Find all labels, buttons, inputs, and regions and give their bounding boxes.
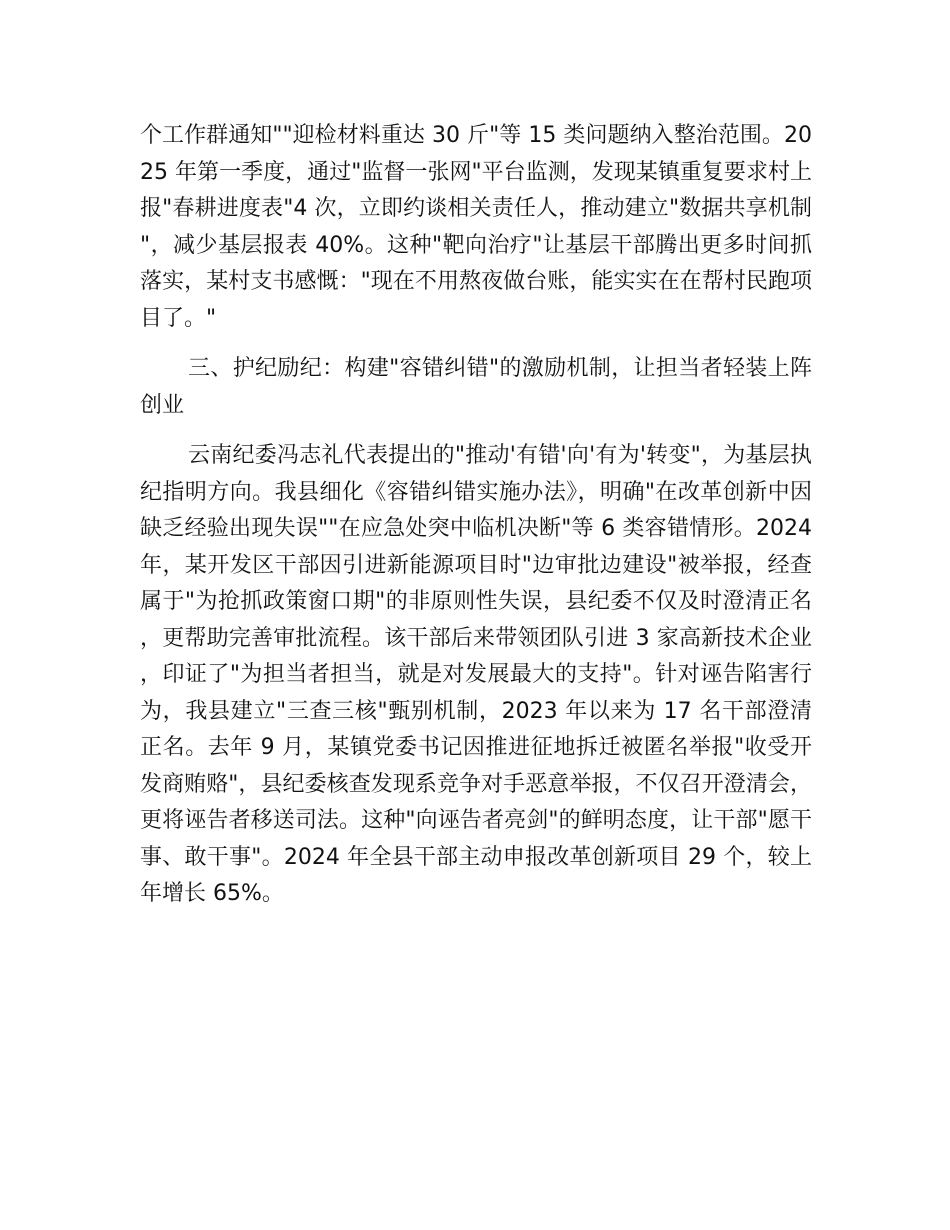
paragraph-body: 云南纪委冯志礼代表提出的"推动'有错'向'有为'转变"，为基层执纪指明方向。我县细化《容错纠错实施办法》，明确"在改革创新中因缺乏经验出现失误""在应急处突中临机决断"等 6 类容错情形。2024 年，某开发区干部因引进新能源项目时"边审批边建设"被举报，经查属于"为抢抓政策窗口期"的非原则性失误，县纪委不仅及时澄清正名，更帮助完善审批流程。该干部后来带领团队引进 3 家高新技术企业，印证了"为担当者担当，就是对发展最大的支持"。针对诬告陷害行为，我县建立"三查三核"甄别机制，2023 年以来为 17 名干部澄清正名。去年 9 月，某镇党委书记因推进征地拆迁被匿名举报"收受开发商贿赂"，县纪委核查发现系竞争对手恶意举报，不仅召开澄清会，更将诬告者移送司法。这种"向诬告者亮剑"的鲜明态度，让干部"愿干事、敢干事"。2024 年全县干部主动申报改革创新项目 29 个，较上年增长 65%。 — [140, 443, 812, 906]
document-body — [140, 118, 812, 913]
section-heading: 三、护纪励纪：构建"容错纠错"的激励机制，让担当者轻装上阵创业 — [140, 356, 812, 418]
paragraph-continued: 个工作群通知""迎检材料重达 30 斤"等 15 类问题纳入整治范围。2025 年第一季度，通过"监督一张网"平台监测，发现某镇重复要求村上报"春耕进度表"4 次，立即约谈相关责任人，推动建立"数据共享机制"，减少基层报表 40%。这种"靶向治疗"让基层干部腾出更多时间抓落实，某村支书感慨："现在不用熬夜做台账，能实实在在帮村民跑项目了。" — [140, 123, 812, 331]
